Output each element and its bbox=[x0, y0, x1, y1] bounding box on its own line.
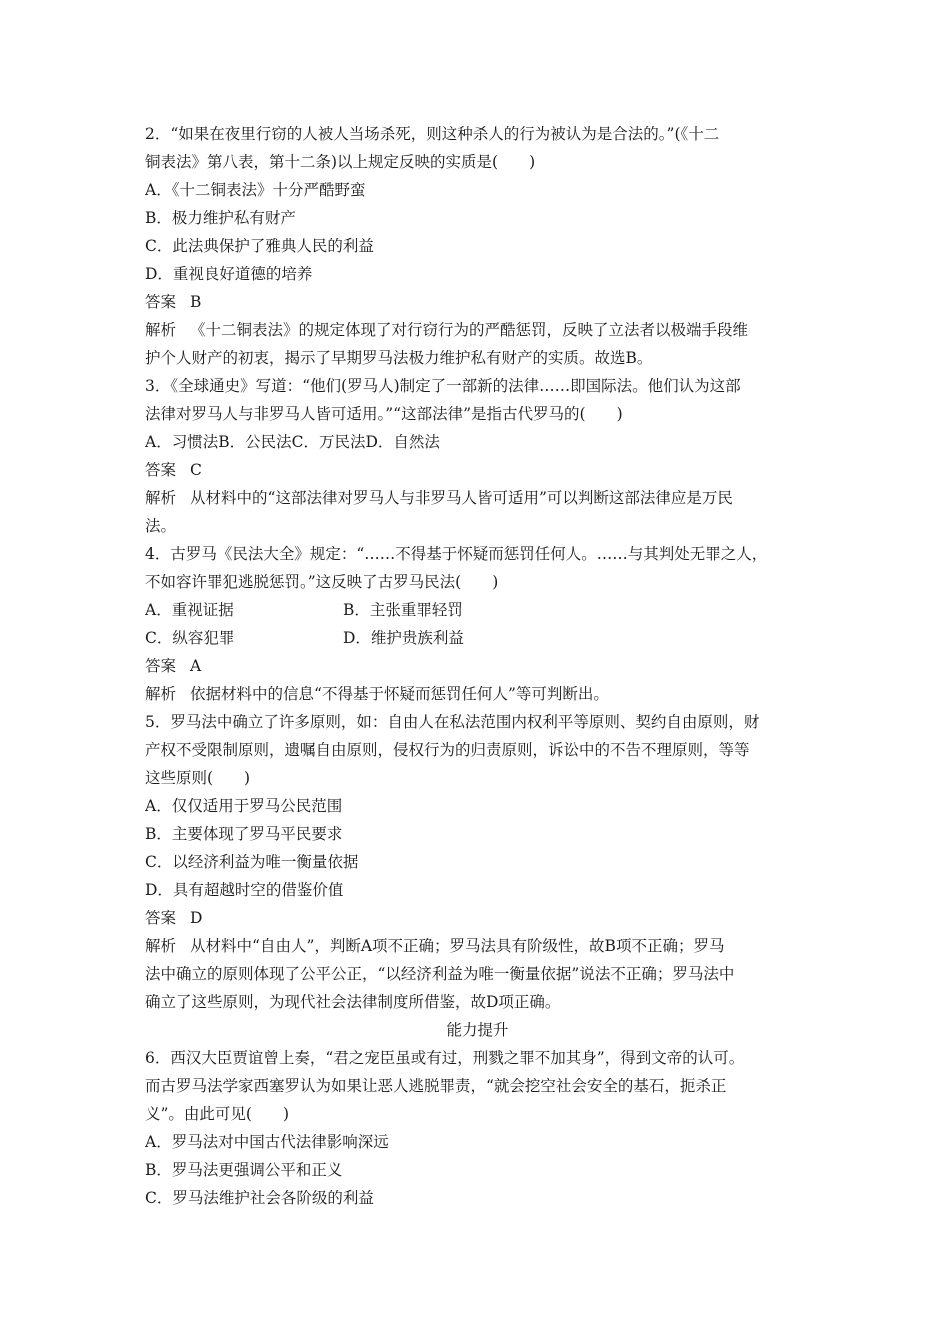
answer-value: A bbox=[190, 657, 202, 675]
explanation-text: 依据材料中的信息“不得基于怀疑而惩罚任何人”等可判断出。 bbox=[190, 685, 609, 703]
option-b: B．罗马法更强调公平和正义 bbox=[145, 1161, 343, 1179]
option-c: C．此法典保护了雅典人民的利益 bbox=[145, 237, 374, 255]
answer-line bbox=[145, 288, 810, 316]
question-stem-line: 这些原则( ) bbox=[145, 769, 251, 787]
option-c: C．纵容犯罪 bbox=[145, 629, 235, 647]
explanation-line: 法。 bbox=[145, 517, 177, 535]
question-stem-line: 5．罗马法中确立了许多原则，如：自由人在私法范围内权利平等原则、契约自由原则，财 bbox=[145, 713, 760, 731]
answer-label: 答案 bbox=[145, 293, 177, 311]
option-c: C．以经济利益为唯一衡量依据 bbox=[145, 853, 359, 871]
document-content bbox=[145, 120, 810, 1212]
question-stem-line: 义”。由此可见( ) bbox=[145, 1105, 290, 1123]
question-2 bbox=[145, 120, 810, 372]
options-row bbox=[145, 624, 810, 652]
options-line: A．习惯法B．公民法C．万民法D．自然法 bbox=[145, 433, 440, 451]
explanation-line: 法中确立的原则体现了公平公正，“以经济利益为唯一衡量依据”说法不正确；罗马法中 bbox=[145, 965, 735, 983]
option-a: A．仅仅适用于罗马公民范围 bbox=[145, 797, 343, 815]
option-c: C．罗马法维护社会各阶级的利益 bbox=[145, 1189, 374, 1207]
option-b: B．主张重罪轻罚 bbox=[343, 601, 463, 619]
question-4 bbox=[145, 540, 810, 708]
answer-value: D bbox=[190, 909, 203, 927]
explanation-line: 护个人财产的初衷，揭示了早期罗马法极力维护私有财产的实质。故选B。 bbox=[145, 349, 653, 367]
explanation-text: 从材料中的“这部法律对罗马人与非罗马人皆可适用”可以判断这部法律应是万民 bbox=[190, 489, 733, 507]
explanation-line bbox=[145, 316, 810, 344]
question-stem-line: 6．西汉大臣贾谊曾上奏，“君之宠臣虽或有过，刑戮之罪不加其身”，得到文帝的认可。 bbox=[145, 1049, 745, 1067]
explanation-text: 《十二铜表法》的规定体现了对行窃行为的严酷惩罚，反映了立法者以极端手段维 bbox=[190, 321, 749, 339]
question-6 bbox=[145, 1044, 810, 1212]
explanation-label: 解析 bbox=[145, 685, 177, 703]
explanation-line: 确立了这些原则，为现代社会法律制度所借鉴，故D项正确。 bbox=[145, 993, 561, 1011]
option-b: B．极力维护私有财产 bbox=[145, 209, 296, 227]
answer-value: C bbox=[190, 461, 202, 479]
question-stem-line: 2．“如果在夜里行窃的人被人当场杀死，则这种杀人的行为被认为是合法的。”(《十二 bbox=[145, 125, 720, 143]
explanation-label: 解析 bbox=[145, 321, 177, 339]
explanation-label: 解析 bbox=[145, 489, 177, 507]
answer-label: 答案 bbox=[145, 909, 177, 927]
question-stem-line: 而古罗马法学家西塞罗认为如果让恶人逃脱罪责，“就会挖空社会安全的基石，扼杀正 bbox=[145, 1077, 727, 1095]
explanation-label: 解析 bbox=[145, 937, 177, 955]
option-d: D．维护贵族利益 bbox=[343, 629, 464, 647]
question-stem-line: 产权不受限制原则，遗嘱自由原则，侵权行为的归责原则，诉讼中的不告不理原则，等等 bbox=[145, 741, 750, 759]
section-title: 能力提升 bbox=[446, 1021, 509, 1039]
answer-value: B bbox=[190, 293, 202, 311]
explanation-line bbox=[145, 680, 810, 708]
options-row bbox=[145, 596, 810, 624]
question-stem-line: 不如容许罪犯逃脱惩罚。”这反映了古罗马民法( ) bbox=[145, 573, 499, 591]
answer-label: 答案 bbox=[145, 461, 177, 479]
option-a: A．重视证据 bbox=[145, 601, 234, 619]
answer-line bbox=[145, 904, 810, 932]
answer-line bbox=[145, 652, 810, 680]
option-d: D．具有超越时空的借鉴价值 bbox=[145, 881, 344, 899]
answer-label: 答案 bbox=[145, 657, 177, 675]
question-stem-line: 3．《全球通史》写道：“他们(罗马人)制定了一部新的法律……即国际法。他们认为这部 bbox=[145, 377, 741, 395]
explanation-line bbox=[145, 932, 810, 960]
question-stem-line: 法律对罗马人与非罗马人皆可适用。”“这部法律”是指古代罗马的( ) bbox=[145, 405, 623, 423]
question-stem-line: 铜表法》第八表，第十二条)以上规定反映的实质是( ) bbox=[145, 153, 536, 171]
answer-line bbox=[145, 456, 810, 484]
option-d: D．重视良好道德的培养 bbox=[145, 265, 313, 283]
question-stem-line: 4．古罗马《民法大全》规定：“……不得基于怀疑而惩罚任何人。……与其判处无罪之人， bbox=[145, 545, 768, 563]
option-a: A．罗马法对中国古代法律影响深远 bbox=[145, 1133, 389, 1151]
question-3 bbox=[145, 372, 810, 540]
explanation-text: 从材料中“自由人”，判断A项不正确；罗马法具有阶级性，故B项不正确；罗马 bbox=[190, 937, 725, 955]
option-b: B．主要体现了罗马平民要求 bbox=[145, 825, 343, 843]
question-5 bbox=[145, 708, 810, 1016]
explanation-line bbox=[145, 484, 810, 512]
option-a: A．《十二铜表法》十分严酷野蛮 bbox=[145, 181, 366, 199]
